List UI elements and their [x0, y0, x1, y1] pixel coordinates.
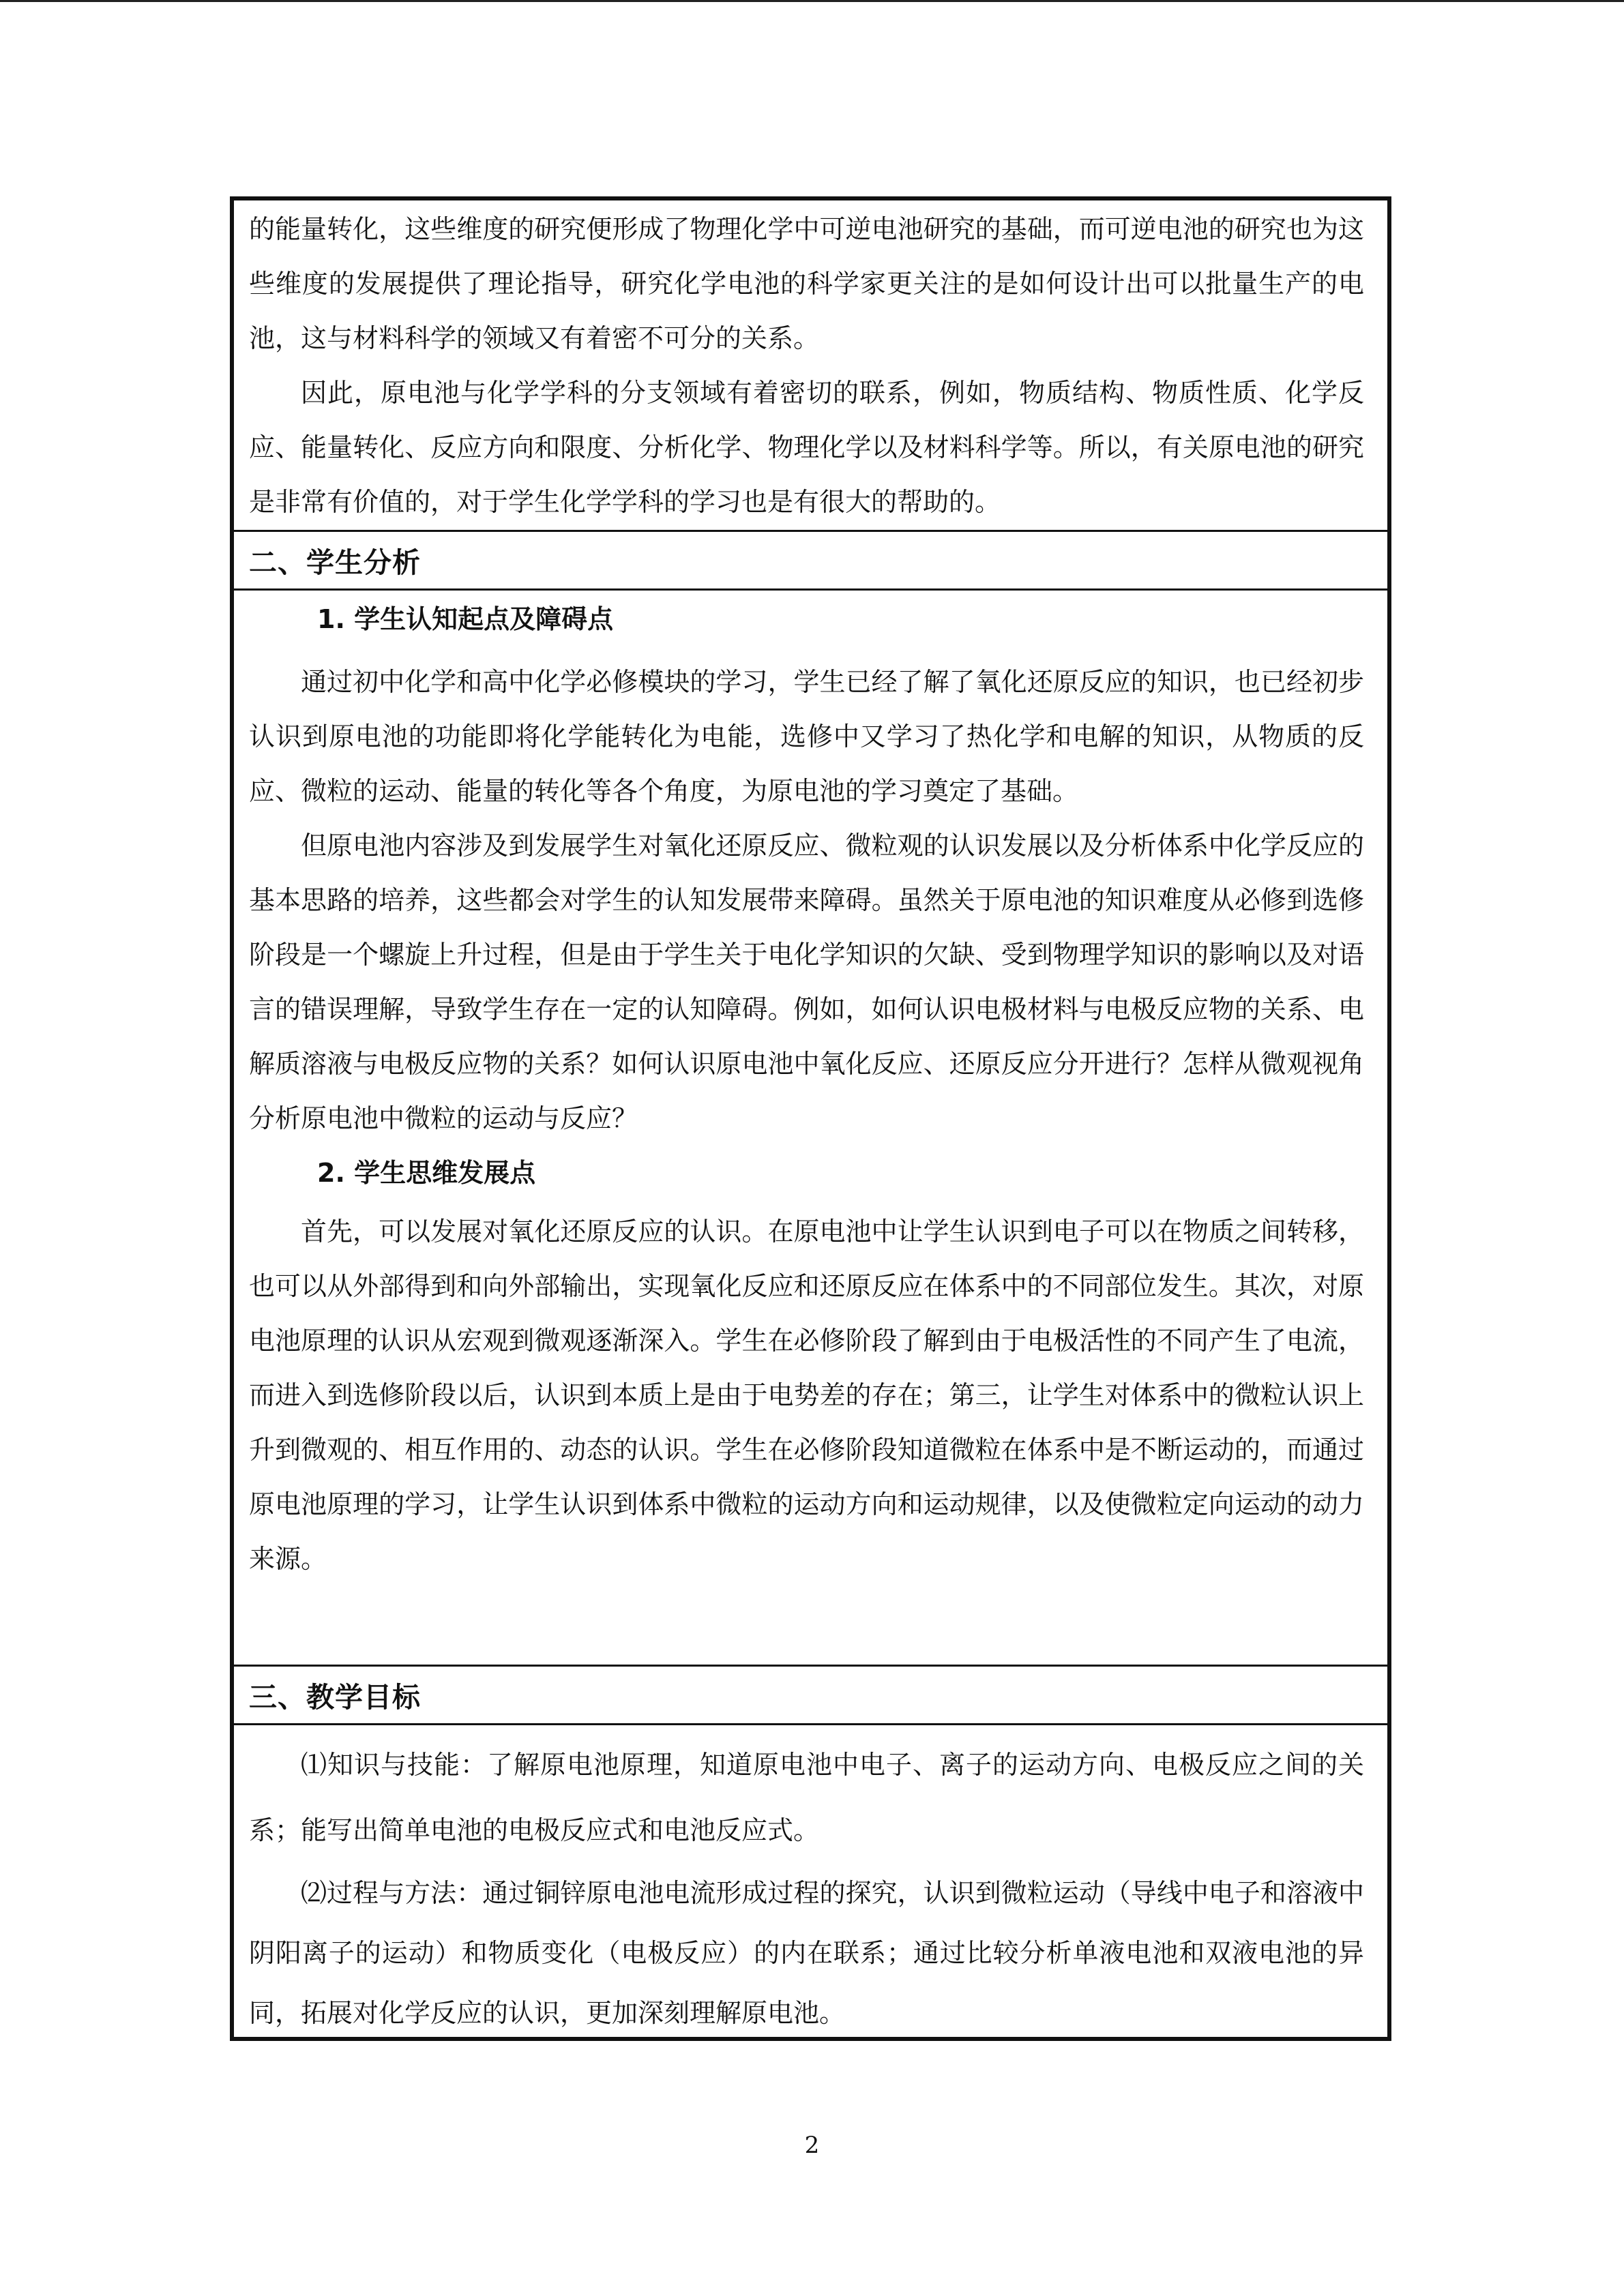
section-teaching-goals-body — [234, 1723, 1387, 2037]
page-top-rule — [0, 0, 1624, 2]
subsection-title: 1. 学生认知起点及障碍点 — [317, 604, 614, 634]
section-title: 二、学生分析 — [249, 546, 421, 579]
section-title: 三、教学目标 — [249, 1681, 421, 1714]
subsection-title: 2. 学生思维发展点 — [317, 1158, 536, 1188]
page-number: 2 — [804, 2132, 820, 2159]
document-table — [230, 196, 1391, 2041]
section-student-analysis-body — [234, 588, 1387, 1665]
paragraph: 但原电池内容涉及到发展学生对氧化还原反应、微粒观的认识发展以及分析体系中化学反应的基本思路的培养，这些都会对学生的认知发展带来障碍。虽然关于原电池的知识难度从必修到选修阶段是一个螺旋上升过程，但是由于学生关于电化学知识的欠缺、受到物理学知识的影响以及对语言的错误理解，导致学生存在一定的认知障碍。例如，如何认识电极材料与电极反应物的关系、电解质溶液与电极反应物的关系？如何认识原电池中氧化反应、还原反应分开进行？怎样从微观视角分析原电池中微粒的运动与反应？ — [249, 831, 1364, 1133]
paragraph: 的能量转化，这些维度的研究便形成了物理化学中可逆电池研究的基础，而可逆电池的研究也为这些维度的发展提供了理论指导，研究化学电池的科学家更关注的是如何设计出可以批量生产的电池，这与材料科学的领域又有着密不可分的关系。 — [249, 214, 1364, 353]
section-continuation — [234, 200, 1387, 530]
section-student-analysis-header — [234, 530, 1387, 588]
paragraph: 首先，可以发展对氧化还原反应的认识。在原电池中让学生认识到电子可以在物质之间转移，也可以从外部得到和向外部输出，实现氧化反应和还原反应在体系中的不同部位发生。其次，对原电池原理的认识从宏观到微观逐渐深入。学生在必修阶段了解到由于电极活性的不同产生了电流，而进入到选修阶段以后，认识到本质上是由于电势差的存在；第三，让学生对体系中的微粒认识上升到微观的、相互作用的、动态的认识。学生在必修阶段知道微粒在体系中是不断运动的，而通过原电池原理的学习，让学生认识到体系中微粒的运动方向和运动规律，以及使微粒定向运动的动力来源。 — [249, 1217, 1364, 1574]
paragraph: 通过初中化学和高中化学必修模块的学习，学生已经了解了氧化还原反应的知识，也已经初步认识到原电池的功能即将化学能转化为电能，选修中又学习了热化学和电解的知识，从物质的反应、微粒的运动、能量的转化等各个角度，为原电池的学习奠定了基础。 — [249, 667, 1364, 806]
paragraph: ⑴知识与技能：了解原电池原理，知道原电池中电子、离子的运动方向、电极反应之间的关系；能写出简单电池的电极反应式和电池反应式。 — [249, 1750, 1364, 1845]
paragraph: ⑵过程与方法：通过铜锌原电池电流形成过程的探究，认识到微粒运动（导线中电子和溶液中阴阳离子的运动）和物质变化（电极反应）的内在联系；通过比较分析单液电池和双液电池的异同，拓展对化学反应的认识，更加深刻理解原电池。 — [249, 1878, 1364, 2028]
section-teaching-goals-header — [234, 1665, 1387, 1723]
paragraph: 因此，原电池与化学学科的分支领域有着密切的联系，例如，物质结构、物质性质、化学反应、能量转化、反应方向和限度、分析化学、物理化学以及材料科学等。所以，有关原电池的研究是非常有价值的，对于学生化学学科的学习也是有很大的帮助的。 — [249, 378, 1364, 517]
